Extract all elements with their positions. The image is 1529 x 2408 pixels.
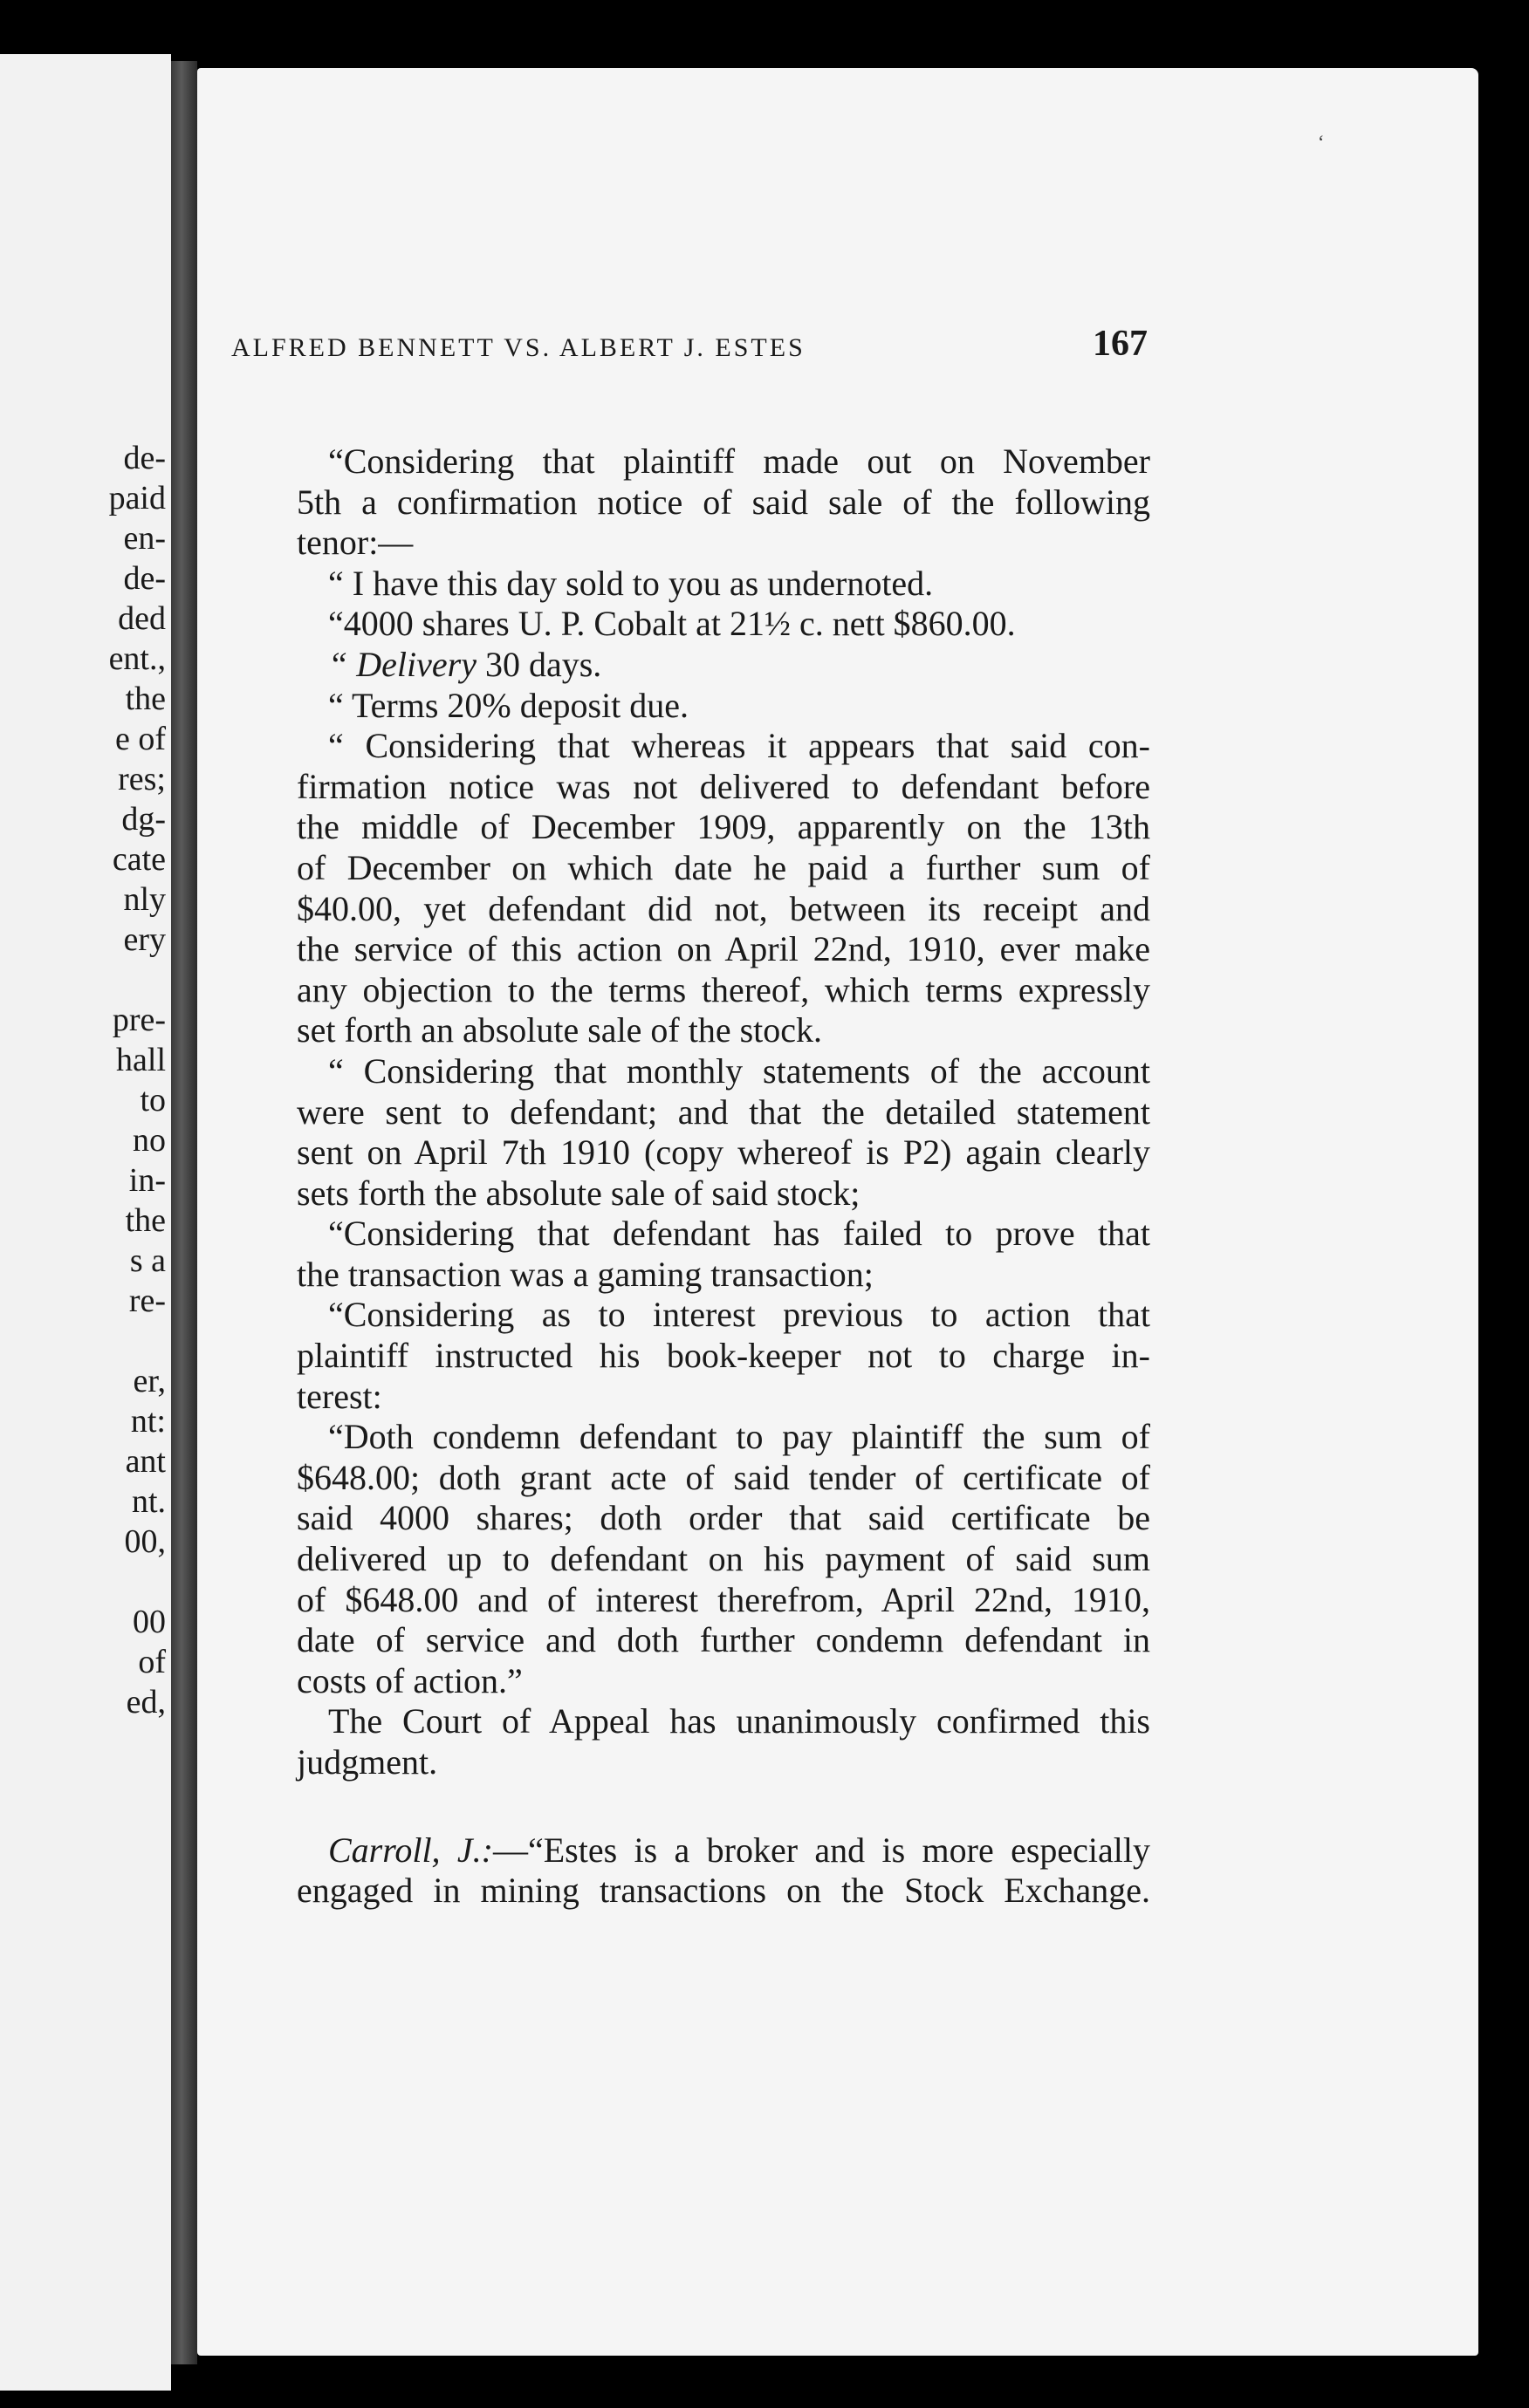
- paragraph: [297, 1051, 1150, 1214]
- italic-text: “ Delivery: [328, 644, 477, 684]
- paragraph: [297, 564, 1150, 605]
- paragraph: [297, 441, 1150, 564]
- facing-page-line: s a: [129, 1242, 166, 1279]
- judge-name: Carroll, J.:: [328, 1830, 493, 1870]
- paragraph: [297, 645, 1150, 686]
- text-line: the transaction was a gaming transaction;: [297, 1254, 874, 1294]
- facing-page-line: nt:: [130, 1403, 166, 1440]
- text-line: $40.00, yet defendant did not, between its receipt and: [297, 888, 1150, 928]
- text-line: plaintiff instructed his book-keeper not to charge in-: [297, 1336, 1150, 1376]
- facing-page-line: de-: [123, 560, 166, 597]
- paragraph: [297, 1701, 1150, 1782]
- text-line: of $648.00 and of interest therefrom, April 22nd, 1910,: [297, 1579, 1150, 1619]
- text-line: were sent to defendant; and that the detailed statement: [297, 1091, 1150, 1132]
- facing-page-line: 00,: [124, 1523, 166, 1560]
- page-number: 167: [1093, 324, 1148, 364]
- text-line: [297, 645, 1150, 686]
- facing-page-line: in-: [128, 1162, 166, 1199]
- text-line: costs of action.”: [297, 1660, 523, 1700]
- running-head: ALFRED BENNETT VS. ALBERT J. ESTES: [231, 333, 806, 362]
- text-line: “ Considering that monthly statements of the account: [328, 1050, 1150, 1091]
- facing-page-line: de-: [123, 440, 166, 476]
- facing-page-line: 00: [133, 1604, 166, 1640]
- text-line: “Doth condemn defendant to pay plaintiff the sum of: [328, 1417, 1150, 1457]
- text-line: “ Terms 20% deposit due.: [328, 685, 689, 725]
- facing-page-line: ed,: [126, 1684, 166, 1720]
- text-line: “Considering as to interest previous to action that: [328, 1295, 1150, 1335]
- paragraph: [297, 1295, 1150, 1417]
- text-line: “Considering that plaintiff made out on November: [328, 441, 1150, 481]
- facing-page-line: to: [140, 1082, 166, 1118]
- text-line: The Court of Appeal has unanimously confirmed this: [328, 1701, 1150, 1741]
- facing-page-line: res;: [118, 761, 166, 797]
- text-line: engaged in mining transactions on the Stock Exchange.: [297, 1871, 1150, 1911]
- facing-page-line: re-: [128, 1283, 166, 1319]
- paragraph: [297, 1214, 1150, 1295]
- page-header: [231, 307, 1148, 377]
- facing-page-line: nt.: [131, 1483, 166, 1520]
- book-gutter: [171, 61, 197, 2364]
- text-line: judgment.: [297, 1742, 438, 1782]
- facing-page-line: dg-: [121, 801, 166, 838]
- line-text: —“Estes is a broker and is more especially: [492, 1830, 1150, 1870]
- text-line: firmation notice was not delivered to defendant before: [297, 766, 1150, 806]
- page-body: [297, 441, 1150, 1912]
- paragraph: [297, 726, 1150, 1051]
- text-line: delivered up to defendant on his payment of said sum: [297, 1539, 1150, 1579]
- text-line: sent on April 7th 1910 (copy whereof is P2) again clearly: [297, 1132, 1150, 1173]
- text-line: date of service and doth further condemn defendant in: [297, 1620, 1150, 1660]
- facing-page-line: ded: [118, 600, 166, 637]
- facing-page-line: ent.,: [108, 640, 166, 677]
- facing-page-line: en-: [123, 520, 166, 557]
- facing-page-line: e of: [114, 721, 166, 757]
- text-line: “4000 shares U. P. Cobalt at 21½ c. nett $860.00.: [328, 604, 1016, 644]
- text-line: the middle of December 1909, apparently on the 13th: [297, 807, 1150, 847]
- facing-page-line: ery: [123, 921, 166, 958]
- facing-page-line: nly: [123, 881, 166, 918]
- paragraph-gap: [297, 1783, 1150, 1830]
- text-line: tenor:—: [297, 523, 414, 563]
- facing-page-line: no: [133, 1122, 166, 1159]
- text-line: any objection to the terms thereof, which terms expressly: [297, 969, 1150, 1009]
- line-text: 30 days.: [476, 644, 602, 684]
- facing-page-line: paid: [108, 480, 166, 516]
- facing-page-line: of: [138, 1644, 166, 1680]
- paragraph: [297, 604, 1150, 645]
- facing-page-line: er,: [133, 1363, 166, 1399]
- text-line: terest:: [297, 1376, 382, 1416]
- text-line: set forth an absolute sale of the stock.: [297, 1010, 823, 1050]
- facing-page-line: pre-: [112, 1002, 166, 1038]
- facing-page-line: ant: [125, 1443, 166, 1480]
- facing-page-line: the: [125, 681, 166, 717]
- text-line: “ I have this day sold to you as undernoted.: [328, 563, 934, 603]
- paragraph: [297, 1417, 1150, 1701]
- facing-page-line: cate: [112, 841, 166, 878]
- text-line: [297, 1830, 1150, 1871]
- text-line: of December on which date he paid a further sum of: [297, 847, 1150, 887]
- text-line: “ Considering that whereas it appears that said con-: [328, 726, 1150, 766]
- facing-page-line: hall: [116, 1042, 166, 1078]
- facing-page-fragment: [0, 54, 171, 2391]
- paragraph: [297, 1830, 1150, 1912]
- text-line: sets forth the absolute sale of said stock;: [297, 1173, 860, 1213]
- scan-speck: ‘: [1318, 131, 1325, 153]
- text-line: $648.00; doth grant acte of said tender of certificate of: [297, 1457, 1150, 1497]
- facing-page-line: the: [125, 1202, 166, 1239]
- text-line: said 4000 shares; doth order that said certificate be: [297, 1498, 1150, 1538]
- text-line: 5th a confirmation notice of said sale of the following: [297, 482, 1150, 522]
- text-line: “Considering that defendant has failed to prove that: [328, 1214, 1150, 1254]
- paragraph: [297, 686, 1150, 727]
- text-line: the service of this action on April 22nd, 1910, ever make: [297, 929, 1150, 969]
